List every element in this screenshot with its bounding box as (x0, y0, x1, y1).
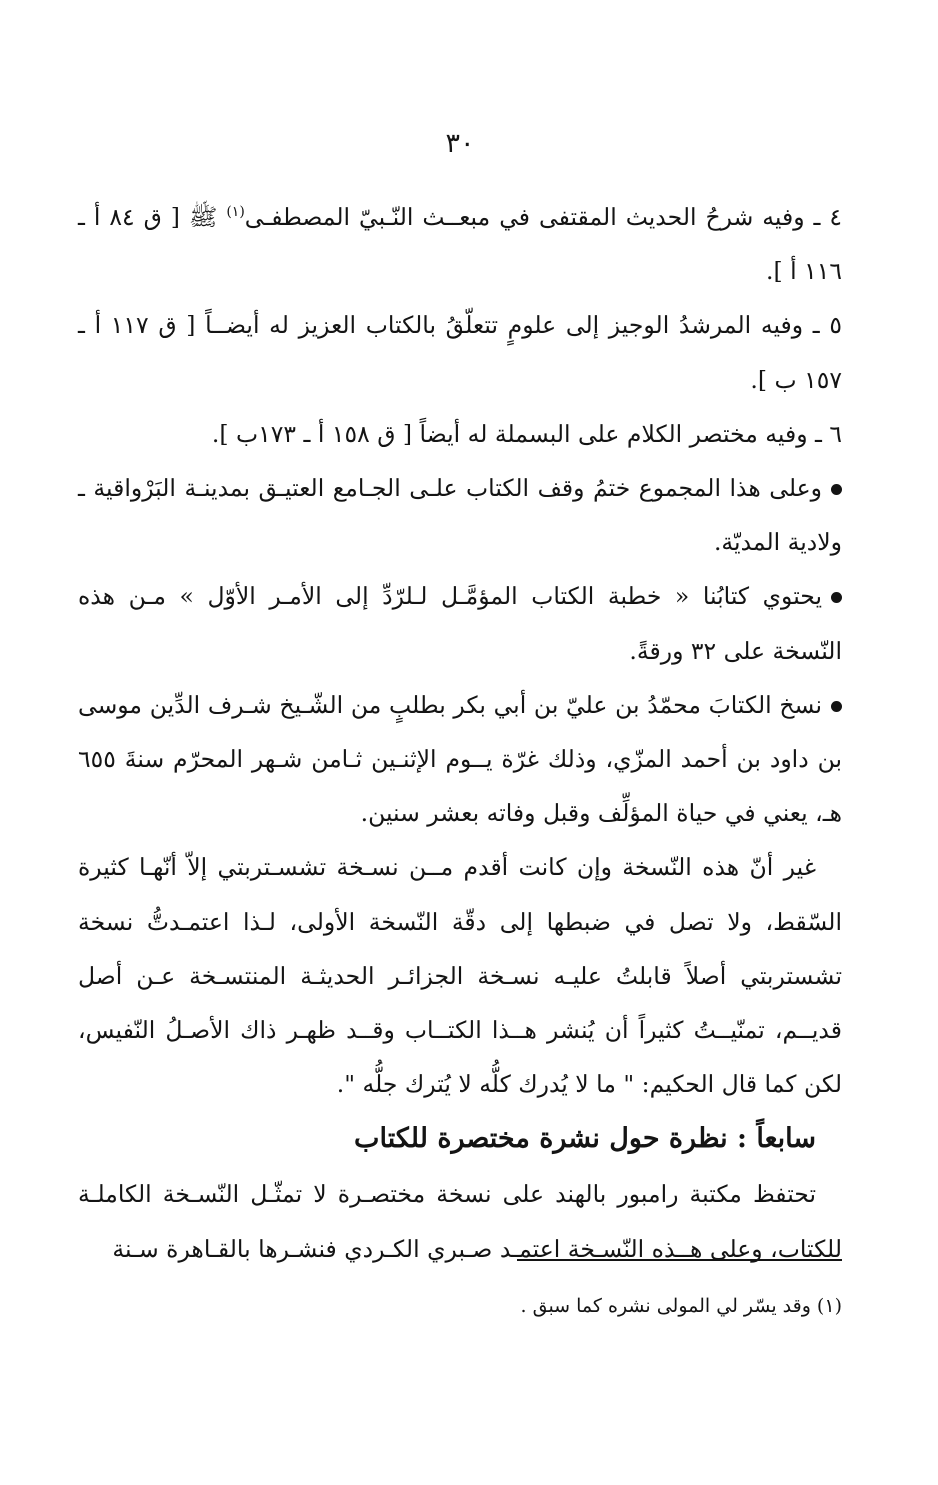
list-item-5 (78, 298, 842, 406)
footnote-reference[interactable]: (١) (226, 204, 245, 221)
bullet-item-contents-text: يحتوي كتابُنا « خطبة الكتاب المؤمَّـل لـلرّدِّ إلى الأمـر الأوّل » مـن هذه النّسخة على ٣٢ ورقةً. (78, 582, 842, 665)
bullet-item-contents (78, 569, 842, 677)
book-page (78, 0, 842, 1485)
bullet-icon (831, 484, 842, 495)
page-number: ٣٠ (445, 128, 475, 159)
bullet-item-copyist (78, 678, 842, 841)
list-item-6-text: ٦ ـ وفيه مختصر الكلام على البسملة له أيضاً [ ق ١٥٨ أ ـ ١٧٣ب ]. (211, 419, 842, 448)
list-item-6 (78, 407, 842, 461)
list-item-4-text: ٤ ـ وفيه شرحُ الحديث المقتفى في مبعــث النّـبيّ المصطفـى (244, 203, 843, 231)
main-text (78, 190, 842, 1276)
list-item-4 (78, 190, 842, 298)
list-item-5-text: ٥ ـ وفيه المرشدُ الوجيز إلى علومٍ تتعلّقُ بالكتاب العزيز له أيضــاً [ ق ١١٧ أ ـ ١٥٧ ب ]. (78, 311, 842, 394)
bullet-item-copyist-text: نسخ الكتابَ محمّدُ بن عليّ بن أبي بكر بطلبٍ من الشّـيخ شـرف الدِّين موسى بن داود بن أحمد المزّي، وذلك غرّة يــوم الإثنـين ثـامن شـهر المحرّم سنةَ ٦٥٥ هـ، يعني في حياة المؤلِّف وقبل وفاته بعشر سنين. (78, 690, 842, 828)
bullet-item-waqf-text: وعلى هذا المجموع ختمُ وقف الكتاب علـى الجـامع العتيـق بمدينـة البَرْواقية ـ ولادية المديّة. (78, 474, 842, 557)
list-item-4-ref: ﷺ [ ق ٨٤ أ ـ ١١٦ أ ]. (78, 203, 842, 286)
section-heading: سابعاً : نظرة حول نشرة مختصرة للكتاب (354, 1123, 816, 1155)
bullet-item-waqf (78, 461, 842, 569)
footnote-divider (517, 1259, 842, 1261)
paragraph-manuscript-comparison: غير أنّ هذه النّسخة وإن كانت أقدم مــن نسـخة تشسـتربتي إلاّ أنّهـا كثيرة السّقط، ولا تصل في ضبطها إلى دقّة النّسخة الأولى، لـذا اعتمـدتُّ نسخة تشستربتي أصلاً قابلتُ عليـه نسـخة الجزائـر الحديثـة المنتسـخة عـن أصل قديــم، تمنّيــتُ كثيراً أن يُنشر هــذا الكتــاب وقــد ظهـر ذاك الأصـلُ النّفيس، لكن كما قال الحكيم: " ما لا يُدرك كلُّه لا يُترك جلُّه ". (78, 853, 842, 1099)
bullet-icon (831, 592, 842, 603)
paragraph-rampur-edition: تحتفظ مكتبة رامبور بالهند على نسخة مختصـرة لا تمثّـل النّسـخة الكاملـة للكتاب، وعلى هــذه النّسـخة اعتمـد صـبري الكـردي فنشـرها بالقـاهرة سـنة (78, 1180, 842, 1263)
footnote: (١) وقد يسّر لي المولى نشره كما سبق . (520, 1295, 842, 1317)
bullet-icon (831, 701, 842, 712)
